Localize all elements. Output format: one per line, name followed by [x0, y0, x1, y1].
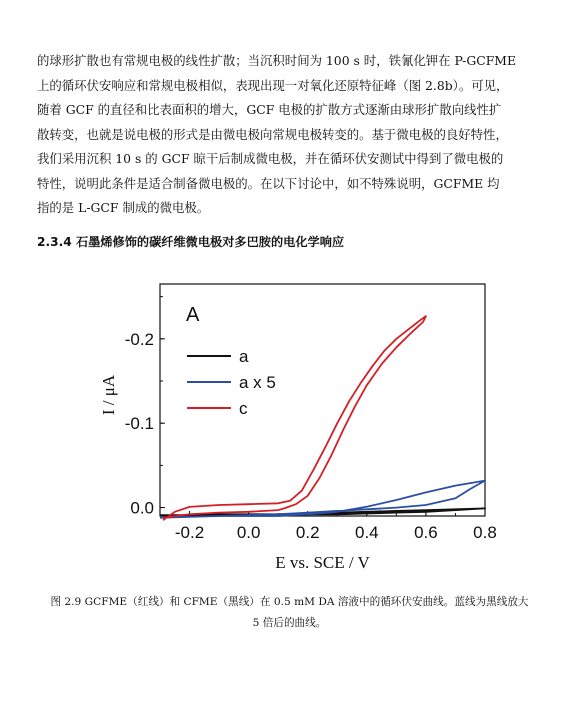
x-tick-label: 0.8 — [473, 523, 497, 542]
text-line: 的球形扩散也有常规电极的线性扩散；当沉积时间为 100 s 时，铁氰化钾在 P-GCFME — [37, 53, 517, 68]
series-line-c — [163, 316, 426, 520]
y-axis-title: I / μA — [99, 374, 118, 416]
x-tick-label: 0.0 — [236, 523, 261, 542]
chart-legend — [187, 347, 276, 418]
text-line: 我们采用沉积 10 s 的 GCF 晾干后制成微电极，并在循环伏安测试中得到了微电极的 — [37, 151, 504, 166]
x-tick-label: 0.4 — [354, 523, 379, 542]
caption-line: 图 2.9 GCFME（红线）和 CFME（黑线）在 0.5 mM DA 溶液中的循环伏安曲线。蓝线为黑线放大 — [50, 596, 529, 608]
plot-frame — [160, 284, 485, 516]
x-tick-label: 0.2 — [295, 523, 320, 542]
y-tick-label: -0.1 — [124, 414, 154, 434]
x-tick-label: 0.6 — [414, 523, 438, 542]
caption-line: 5 倍后的曲线。 — [252, 617, 327, 629]
chart-series-group — [160, 316, 485, 520]
chart-axes — [160, 284, 485, 516]
text-line: 特性，说明此条件是适合制备微电极的。在以下讨论中，如不特殊说明，GCFME 均 — [37, 175, 500, 191]
text-line: 随着 GCF 的直径和比表面积的增大，GCF 电极的扩散方式逐渐由球形扩散向线性扩 — [37, 102, 502, 117]
series-line-a-x-5 — [160, 481, 485, 518]
y-tick-label: -0.2 — [124, 329, 154, 349]
chart-axis-titles — [99, 374, 371, 572]
panel-label: A — [186, 304, 200, 326]
legend-label: a — [239, 347, 249, 366]
legend-label: c — [239, 399, 248, 418]
text-line: 散转变，也就是说电极的形式是由微电极向常规电极转变的。基于微电极的良好特性， — [37, 126, 508, 142]
cv-chart — [80, 270, 500, 580]
section-heading: 2.3.4 石墨烯修饰的碳纤维微电极对多巴胺的电化学响应 — [37, 235, 345, 249]
y-tick-label: 0.0 — [130, 498, 154, 518]
x-axis-title: E vs. SCE / V — [275, 553, 370, 572]
text-line: 上的循环伏安响应和常规电极相似，表现出现一对氧化还原特征峰（图 2.8b）。可见， — [37, 77, 509, 93]
x-tick-label: -0.2 — [174, 523, 205, 542]
legend-label: a x 5 — [239, 373, 276, 392]
figure — [80, 270, 500, 580]
body-paragraph — [37, 49, 542, 221]
figure-caption — [37, 592, 542, 634]
text-line: 指的是 L-GCF 制成的微电极。 — [37, 200, 210, 215]
